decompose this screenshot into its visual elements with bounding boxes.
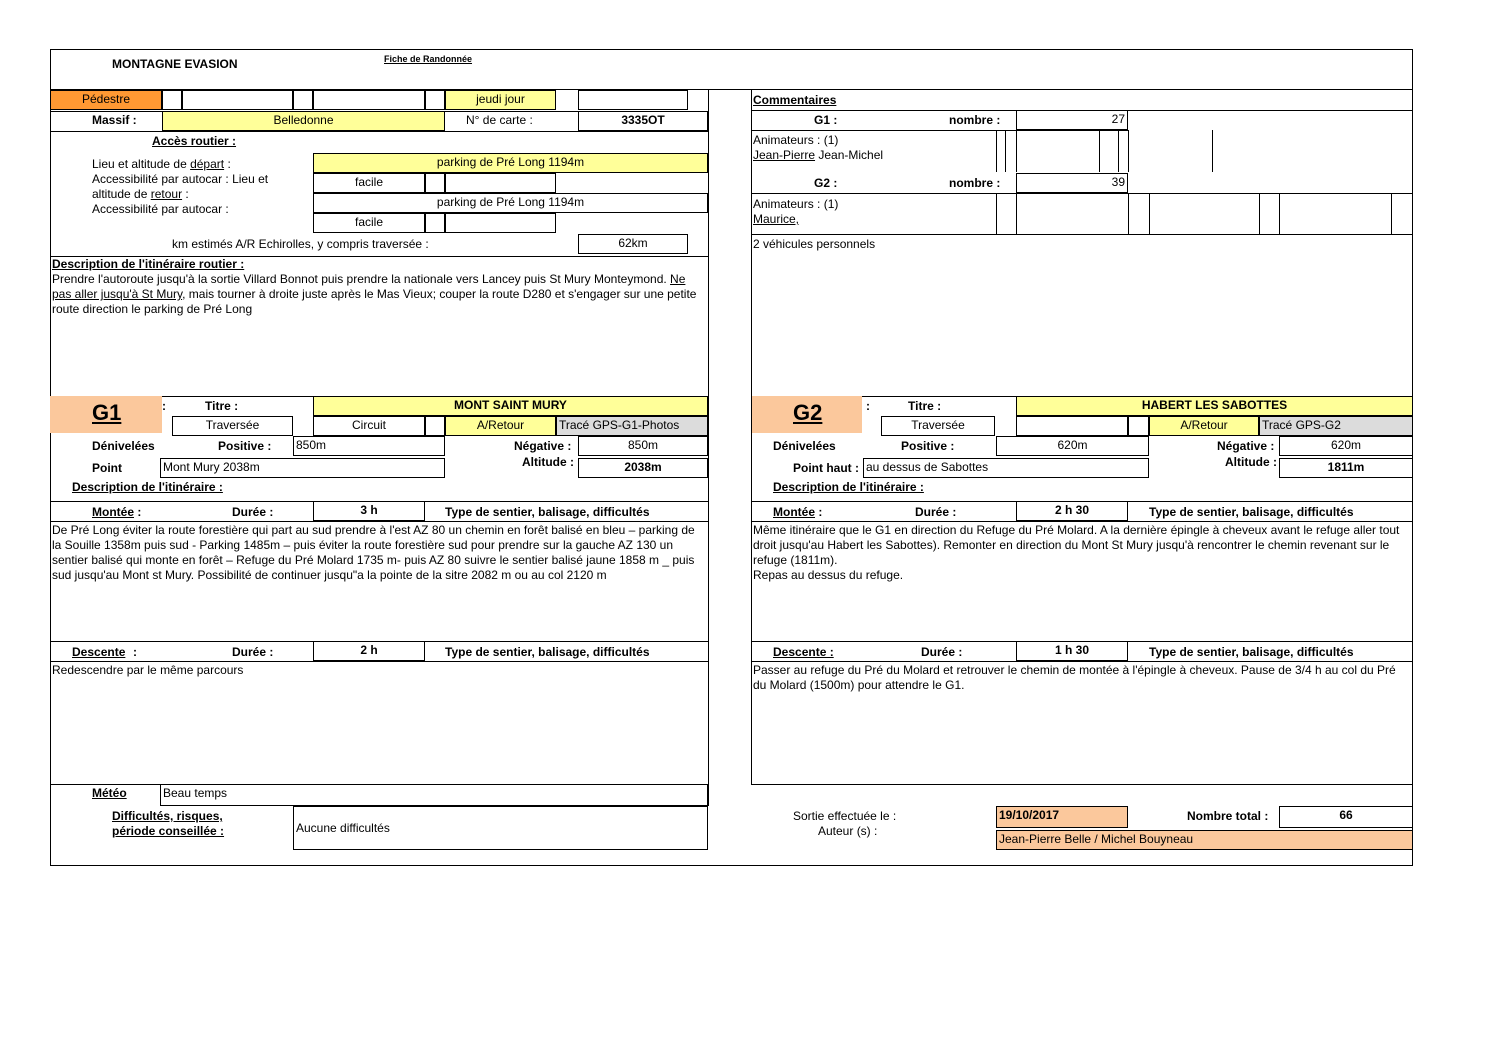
acc2-empty-2	[445, 213, 556, 233]
g2-descente-text: Passer au refuge du Pré du Molard et retrouver le chemin de montée à l'épingle à cheveux. Pause de 3/4 h au col du Pré du Molard (1500m) pour attendre le G1.	[753, 663, 1396, 692]
g2-anim-label: Animateurs : (1)	[753, 197, 839, 211]
row-line	[751, 661, 1413, 662]
g2-nombre-label: nombre :	[949, 176, 1001, 190]
g2-descente-duree: 1 h 30	[1016, 641, 1128, 661]
g1-anim-names: Jean-Pierre Jean-Michel	[753, 148, 884, 162]
grid-line	[1259, 193, 1260, 234]
grid-line	[1128, 193, 1129, 234]
grid-line	[1391, 193, 1392, 234]
g2-aretour: A/Retour	[1149, 416, 1259, 436]
g2-sentier-label: Type de sentier, balisage, difficultés	[1149, 505, 1354, 519]
form-title: Fiche de Randonnée	[384, 54, 473, 64]
g1-sentier-label-2: Type de sentier, balisage, difficultés	[445, 645, 650, 659]
type-empty-2	[182, 90, 293, 110]
g2-gps: Tracé GPS-G2	[1259, 416, 1413, 436]
route-desc-title: Description de l'itinéraire routier :	[52, 257, 245, 271]
g2-negative: 620m	[1279, 436, 1413, 456]
g1-negative: 850m	[578, 436, 708, 456]
row-line	[751, 130, 1129, 131]
row-line	[751, 784, 1413, 785]
g2-duree-label-2: Durée :	[921, 645, 963, 659]
type-empty-4	[313, 90, 425, 110]
sortie-date: 19/10/2017	[996, 806, 1128, 828]
g1-titre-label: Titre :	[205, 399, 239, 413]
acc2-value: facile	[313, 213, 425, 233]
grid-line	[1099, 130, 1100, 172]
row-line	[50, 131, 708, 132]
g1-altitude: 2038m	[578, 458, 708, 478]
row-line	[751, 234, 1413, 235]
grid-line	[1279, 193, 1280, 234]
g2-montee-text: Même itinéraire que le G1 en direction du Refuge du Pré Molard. A la dernière épingle à cheveux avant le refuge aller tout droit jusqu'au Habert les Sabottes). Remonter en direction du Mont St Mury jusqu'à rencontrer le chemin revenant sur le refuge (1811m).	[753, 523, 1400, 567]
g2-montee-duree: 2 h 30	[1016, 501, 1128, 521]
total-label: Nombre total :	[1187, 809, 1269, 823]
g2-traversee: Traversée	[881, 416, 995, 436]
km-value: 62km	[578, 234, 688, 254]
g2-descente-label: Descente :	[773, 645, 834, 659]
g2-anim-names: Maurice,	[753, 212, 800, 226]
g1-point: Mont Mury 2038m	[160, 458, 445, 478]
grid-line	[996, 193, 997, 234]
g2-positive-label: Positive :	[901, 439, 955, 453]
row-line	[50, 661, 708, 662]
type-empty-1	[162, 90, 182, 110]
g1-deniv-label: Dénivelées	[92, 439, 155, 453]
massif-value: Belledonne	[162, 111, 445, 131]
g1-colon: :	[162, 399, 166, 413]
carte-label: N° de carte :	[466, 113, 533, 127]
diff-label-2: période conseillée :	[112, 824, 225, 838]
grid-line	[1005, 130, 1006, 172]
meteo-label: Météo	[92, 786, 127, 800]
row-line	[751, 193, 1413, 194]
g1-traversee: Traversée	[172, 416, 293, 436]
type-badge: Pédestre	[50, 90, 162, 110]
grid-line	[1149, 193, 1150, 234]
g2-group-label: G2 :	[814, 176, 838, 190]
g1-circuit: Circuit	[313, 416, 425, 436]
club-name: MONTAGNE EVASION	[112, 57, 238, 71]
auteurs-label: Auteur (s) :	[818, 824, 878, 838]
route-desc-text: Prendre l'autoroute jusqu'à la sortie Villard Bonnot puis prendre la nationale vers Lancey puis St Mury Monteymond. Ne pas aller jusqu'à St Mury, mais tourner à droite juste après le Mas Vieux; couper la route D280 et s'engager sur une petite route direction le parking de Pré Long	[52, 272, 697, 316]
g2-positive: 620m	[996, 436, 1149, 456]
g1-nombre: 27	[1016, 110, 1128, 130]
acces-title: Accès routier :	[152, 134, 237, 148]
g1-titre: MONT SAINT MURY	[313, 396, 708, 416]
g2-altitude: 1811m	[1279, 458, 1413, 478]
g2-empty-1	[1016, 416, 1128, 436]
g1-descente-duree: 2 h	[313, 641, 425, 661]
day-badge: jeudi jour	[445, 90, 556, 110]
g1-aretour: A/Retour	[445, 416, 556, 436]
g2-point: au dessus de Sabottes	[863, 458, 1149, 478]
type-empty-5	[425, 90, 445, 110]
retour-value: parking de Pré Long 1194m	[313, 193, 708, 213]
g2-desc-title: Description de l'itinéraire :	[773, 480, 924, 494]
g1-empty	[425, 416, 445, 436]
g1-descente-text: Redescendre par le même parcours	[52, 663, 244, 677]
g1-label: G1	[92, 400, 122, 425]
g2-montee-label: Montée :	[773, 505, 823, 519]
massif-label: Massif :	[92, 113, 137, 127]
g1-duree-label-2: Durée :	[232, 645, 274, 659]
g1-positive-label: Positive :	[218, 439, 272, 453]
g1-montee-label: Montée :	[92, 505, 142, 519]
g2-nombre: 39	[1016, 173, 1128, 193]
grid-line	[1212, 130, 1213, 172]
g2-sentier-label-2: Type de sentier, balisage, difficultés	[1149, 645, 1354, 659]
comments-title: Commentaires	[753, 93, 837, 107]
type-empty-3	[293, 90, 313, 110]
g1-point-label: Point	[92, 461, 122, 475]
grid-line	[1118, 130, 1119, 172]
g2-titre: HABERT LES SABOTTES	[1016, 396, 1413, 416]
auteurs-value: Jean-Pierre Belle / Michel Bouyneau	[996, 830, 1413, 850]
g2-point-label: Point haut :	[793, 461, 859, 475]
grid-line	[1016, 193, 1017, 234]
g2-altitude-label: Altitude :	[1225, 455, 1277, 469]
acc1-value: facile	[313, 173, 425, 193]
acc2-empty-1	[425, 213, 445, 233]
g1-montee-text: De Pré Long éviter la route forestière qui part au sud prendre à l'est AZ 80 un chemin en forêt balisé en bleu – parking de la Souille 1358m puis sud - Parking 1485m – puis éviter la route forestière sud pour prendre sur la gauche AZ 130 un sentier balisé qui monte en forêt – Refuge du Pré Molard 1735 m- puis AZ 80 suivre le sentier balisé jaune 1858 m _ puis sud jusqu'au Mont st Mury. Possibilité de continuer jusqu"a la pointe de la sitre 2082 m ou au col 2120 m	[52, 523, 695, 582]
acc1-empty-1	[425, 173, 445, 193]
g1-positive: 850m	[293, 436, 445, 456]
g2-deniv-label: Dénivelées	[773, 439, 836, 453]
row-line	[50, 521, 708, 522]
sortie-label: Sortie effectuée le :	[793, 809, 897, 823]
g1-descente-label: Descente	[72, 645, 126, 659]
km-label: km estimés A/R Echirolles, y compris traversée :	[172, 237, 429, 251]
g2-label: G2	[793, 400, 823, 425]
depart-label: Lieu et altitude de départ :	[92, 157, 231, 171]
g1-gps: Tracé GPS-G1-Photos	[556, 416, 708, 436]
carte-value: 3335OT	[578, 111, 708, 131]
left-panel-border	[708, 89, 709, 806]
g2-empty-2	[1128, 416, 1149, 436]
depart-value: parking de Pré Long 1194m	[313, 153, 708, 173]
g1-duree-label: Durée :	[232, 505, 274, 519]
diff-label-1: Difficultés, risques,	[112, 809, 223, 823]
g1-anim-label: Animateurs : (1)	[753, 133, 839, 147]
acc1-label: Accessibilité par autocar : Lieu et	[92, 172, 269, 186]
g1-sentier-label: Type de sentier, balisage, difficultés	[445, 505, 650, 519]
acc2-label: Accessibilité par autocar :	[92, 202, 229, 216]
g2-colon: :	[866, 399, 870, 413]
row-line	[751, 521, 1413, 522]
g1-negative-label: Négative :	[514, 439, 572, 453]
vehicles-text: 2 véhicules personnels	[753, 237, 876, 251]
diff-value: Aucune difficultés	[293, 806, 708, 850]
g1-nombre-label: nombre :	[949, 113, 1001, 127]
g2-titre-label: Titre :	[908, 399, 942, 413]
g1-descente-colon: :	[133, 645, 137, 659]
grid-line	[996, 130, 997, 172]
grid-line	[1128, 130, 1129, 172]
acc1-empty-2	[445, 173, 556, 193]
type-empty-6	[578, 90, 688, 110]
meteo-value: Beau temps	[160, 784, 708, 806]
g1-desc-title: Description de l'itinéraire :	[72, 480, 223, 494]
g2-montee-text-2: Repas au dessus du refuge.	[753, 568, 904, 582]
g2-duree-label: Durée :	[915, 505, 957, 519]
total-value: 66	[1279, 806, 1413, 828]
g2-negative-label: Négative :	[1217, 439, 1275, 453]
g1-montee-duree: 3 h	[313, 501, 425, 521]
acc1-label-2: altitude de retour :	[92, 187, 189, 201]
g1-group-label: G1 :	[814, 113, 838, 127]
g1-altitude-label: Altitude :	[522, 455, 574, 469]
grid-line	[1016, 130, 1017, 172]
